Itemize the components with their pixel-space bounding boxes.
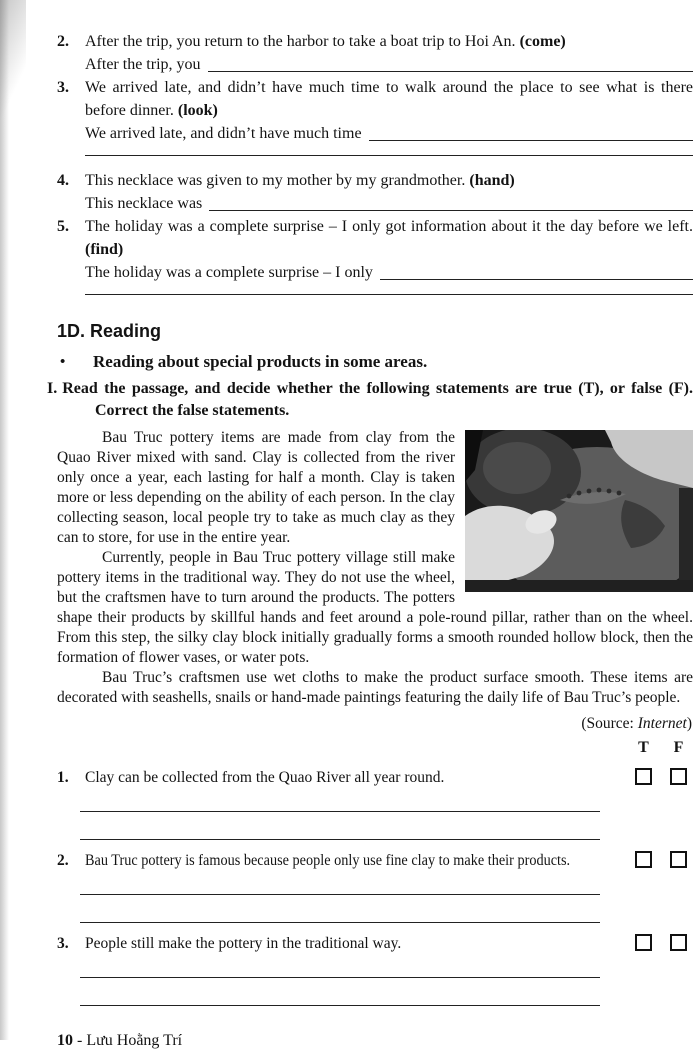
question-number: 2.: [57, 852, 69, 869]
item-stem: We arrived late, and didn’t have much time: [85, 125, 362, 142]
item-stem: This necklace was: [85, 195, 203, 212]
item-number: 5.: [57, 218, 69, 235]
answer-line-continuation[interactable]: [85, 294, 693, 295]
passage-paragraph-1: Bau Truc pottery items are made from clay from the Quao River mixed with sand. Clay is collected from the river only once a year, each lasting for half a month. Clay is taken more or less depending on the ability of each person. In the clay collecting season, local people try to take as much clay as they can to store, for use in the entire year.: [57, 429, 455, 546]
false-checkbox[interactable]: [670, 768, 687, 785]
question-2: [57, 850, 693, 871]
exercise-item-5: [57, 215, 693, 284]
objective-text: Reading about special products in some areas.: [93, 352, 428, 371]
true-checkbox[interactable]: [635, 934, 652, 951]
task-text: Read the passage, and decide whether the following statements are true (T), or false (F).: [62, 380, 693, 397]
question-number: 3.: [57, 935, 69, 952]
false-checkbox[interactable]: [670, 851, 687, 868]
correction-line[interactable]: [80, 977, 600, 978]
item-keyword: (hand): [469, 172, 515, 189]
exercise-item-2: [57, 30, 693, 76]
true-checkbox[interactable]: [635, 768, 652, 785]
item-stem: After the trip, you: [85, 56, 201, 73]
correction-line[interactable]: [80, 922, 600, 923]
item-number: 3.: [57, 79, 69, 96]
correction-line[interactable]: [80, 1005, 600, 1006]
question-text: Clay can be collected from the Quao River all year round.: [85, 769, 445, 786]
answer-line[interactable]: [209, 192, 693, 211]
item-prompt: This necklace was given to my mother by my grandmother. (hand): [85, 172, 515, 189]
item-prompt: After the trip, you return to the harbor to take a boat trip to Hoi An. (come): [85, 33, 566, 50]
answer-line[interactable]: [208, 53, 693, 72]
item-keyword: (look): [177, 102, 218, 119]
correction-line[interactable]: [80, 894, 600, 895]
false-checkbox[interactable]: [670, 934, 687, 951]
false-column-label: F: [673, 739, 684, 756]
item-stem: The holiday was a complete surprise – I only: [85, 264, 373, 281]
exercise-item-4: [57, 169, 693, 215]
footer-author: - Lưu Hoằng Trí: [73, 1032, 183, 1049]
page-number: 10: [57, 1032, 73, 1049]
item-prompt: The holiday was a complete surprise – I only got information about it the day before we left. (find): [85, 218, 693, 258]
answer-line[interactable]: [380, 261, 693, 280]
task-roman-numeral: I.: [47, 380, 58, 397]
item-number: 4.: [57, 172, 69, 189]
page-footer: [57, 1032, 693, 1050]
bullet-icon: •: [60, 354, 66, 370]
section-heading: 1D. Reading: [57, 321, 162, 341]
answer-line[interactable]: [369, 122, 693, 141]
correction-line[interactable]: [80, 811, 600, 812]
correction-line[interactable]: [80, 839, 600, 840]
item-number: 2.: [57, 33, 69, 50]
question-1: [57, 767, 693, 788]
section-objective: [57, 351, 693, 373]
passage-paragraph-2: Currently, people in Bau Truc pottery village still make pottery items in the traditional way. They do not use the wheel, but the craftsmen have to turn around the products. The potters shape their products by skillful hands and feet around a pole-round pillar, rather than on the wheel. From this step, the silky clay block initially gradually forms a smooth rounded hollow block, then the formation of flower vases, or water pots.: [57, 549, 693, 666]
true-false-header: [57, 739, 693, 757]
pottery-photo-image: [465, 430, 693, 592]
reading-passage: [57, 428, 693, 708]
true-column-label: T: [638, 739, 649, 756]
question-text: People still make the pottery in the traditional way.: [85, 935, 402, 952]
item-prompt: We arrived late, and didn’t have much time to walk around the place to see what is there before dinner. (look): [85, 79, 693, 119]
source-credit: (Source: Internet): [581, 715, 692, 732]
true-checkbox[interactable]: [635, 851, 652, 868]
item-keyword: (find): [85, 241, 124, 258]
passage-paragraph-3: Bau Truc’s craftsmen use wet cloths to make the product surface smooth. These items are decorated with seashells, snails or hand-made paintings featuring the daily life of Bau Truc’s people.: [57, 669, 693, 706]
answer-line-continuation[interactable]: [85, 155, 693, 156]
question-number: 1.: [57, 769, 69, 786]
task-instruction: [47, 378, 693, 421]
task-text-line2: Correct the false statements.: [95, 401, 290, 419]
item-keyword: (come): [519, 33, 566, 50]
source-name: Internet: [637, 715, 687, 732]
question-text: Bau Truc pottery is famous because people only use fine clay to make their products.: [85, 852, 571, 869]
exercise-item-3: [57, 76, 693, 145]
question-3: [57, 933, 693, 954]
